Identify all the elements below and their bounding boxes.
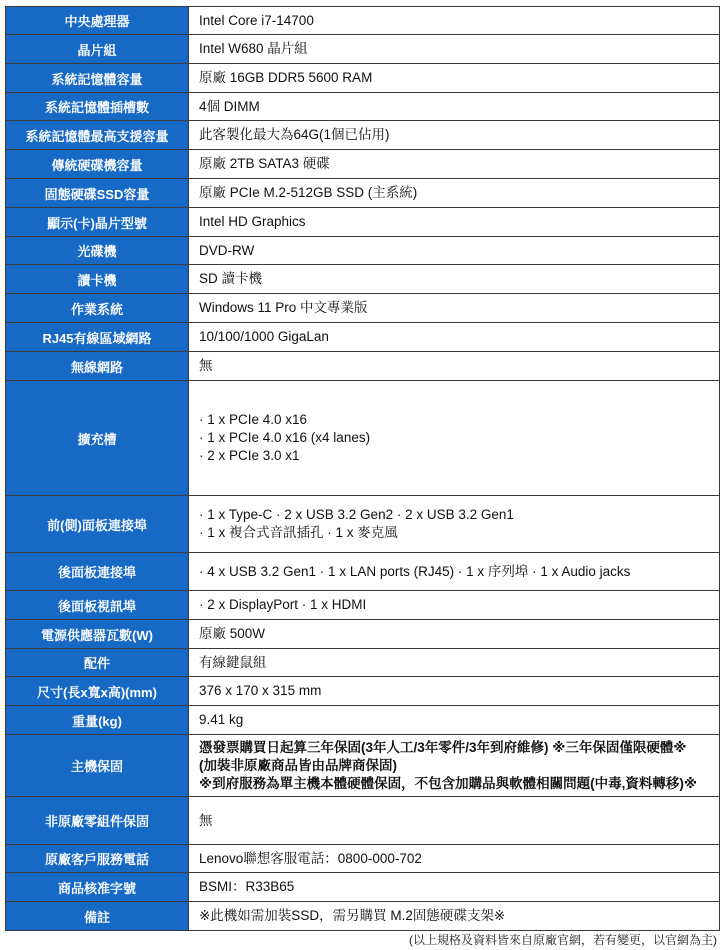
spec-label-chipset: 晶片組 bbox=[6, 35, 189, 63]
spec-footnote: (以上規格及資料皆來自原廠官網，若有變更，以官網為主) bbox=[409, 933, 717, 947]
spec-label-max-memory: 系統記憶體最高支援容量 bbox=[6, 121, 189, 149]
spec-label-front-ports: 前(側)面板連接埠 bbox=[6, 496, 189, 552]
spec-label-accessories: 配件 bbox=[6, 649, 189, 676]
spec-table bbox=[5, 6, 720, 931]
spec-label-service-phone: 原廠客戶服務電話 bbox=[6, 845, 189, 872]
spec-value-weight bbox=[189, 706, 719, 734]
spec-value-line: 10/100/1000 GigaLan bbox=[199, 329, 329, 344]
spec-value-wireless bbox=[189, 352, 719, 380]
spec-value-memory-capacity bbox=[189, 64, 719, 92]
spec-row-accessories bbox=[6, 649, 719, 677]
spec-value-line: 376 x 170 x 315 mm bbox=[199, 683, 322, 698]
spec-value-line: 原廠 500W bbox=[199, 626, 266, 641]
spec-row-wireless bbox=[6, 352, 719, 381]
spec-value-line: SD 讀卡機 bbox=[199, 271, 263, 286]
spec-row-card-reader bbox=[6, 265, 719, 294]
spec-label-remarks: 備註 bbox=[6, 902, 189, 930]
spec-label-psu: 電源供應器瓦數(W) bbox=[6, 620, 189, 648]
spec-value-front-ports bbox=[189, 496, 719, 552]
spec-row-lan bbox=[6, 323, 719, 352]
spec-value-line: Intel Core i7-14700 bbox=[199, 12, 314, 28]
spec-value-warranty bbox=[189, 735, 719, 796]
spec-label-hdd: 傳統硬碟機容量 bbox=[6, 150, 189, 178]
spec-row-weight bbox=[6, 706, 719, 735]
spec-value-memory-slots bbox=[189, 93, 719, 120]
spec-value-rear-video bbox=[189, 591, 719, 619]
spec-label-wireless: 無線網路 bbox=[6, 352, 189, 380]
spec-value-line: 原廠 16GB DDR5 5600 RAM bbox=[199, 70, 373, 85]
spec-value-max-memory bbox=[189, 121, 719, 149]
spec-row-memory-slots bbox=[6, 93, 719, 121]
spec-label-rear-ports: 後面板連接埠 bbox=[6, 553, 189, 590]
spec-value-graphics bbox=[189, 208, 719, 236]
spec-value-accessories bbox=[189, 649, 719, 676]
spec-row-optical-drive bbox=[6, 237, 719, 265]
spec-row-chipset bbox=[6, 35, 719, 64]
spec-value-line: 原廠 2TB SATA3 硬碟 bbox=[199, 156, 330, 171]
spec-label-optical-drive: 光碟機 bbox=[6, 237, 189, 264]
spec-value-line: Windows 11 Pro 中文專業版 bbox=[199, 300, 368, 315]
spec-value-cpu bbox=[189, 7, 719, 34]
spec-label-warranty: 主機保固 bbox=[6, 735, 189, 796]
spec-label-lan: RJ45有線區域網路 bbox=[6, 323, 189, 351]
spec-row-ssd bbox=[6, 179, 719, 208]
spec-value-line: 此客製化最大為64G(1個已佔用) bbox=[199, 127, 390, 142]
spec-value-os bbox=[189, 294, 719, 322]
spec-value-line: ※此機如需加裝SSD，需另購買 M.2固態硬碟支架※ bbox=[199, 908, 506, 923]
spec-value-line: 無 bbox=[199, 812, 213, 828]
spec-row-memory-capacity bbox=[6, 64, 719, 93]
spec-label-memory-slots: 系統記憶體插槽數 bbox=[6, 93, 189, 120]
spec-value-line: · 1 x PCIe 4.0 x16 bbox=[199, 412, 308, 427]
spec-value-line: · 1 x Type-C · 2 x USB 3.2 Gen2 · 2 x USB 3.2 Gen1 bbox=[199, 507, 514, 522]
spec-label-dimensions: 尺寸(長x寬x高)(mm) bbox=[6, 677, 189, 705]
spec-value-line: ※到府服務為單主機本體硬體保固，不包含加購品與軟體相關問題(中毒,資料轉移)※ bbox=[199, 775, 697, 791]
spec-row-expansion-slots bbox=[6, 381, 719, 496]
spec-row-front-ports bbox=[6, 496, 719, 553]
spec-value-ssd bbox=[189, 179, 719, 207]
spec-label-card-reader: 讀卡機 bbox=[6, 265, 189, 293]
spec-value-line: · 2 x DisplayPort · 1 x HDMI bbox=[199, 597, 367, 612]
spec-row-remarks bbox=[6, 902, 719, 931]
spec-row-rear-video bbox=[6, 591, 719, 620]
spec-value-line: DVD-RW bbox=[199, 242, 255, 258]
spec-value-card-reader bbox=[189, 265, 719, 293]
spec-row-dimensions bbox=[6, 677, 719, 706]
spec-value-rear-ports bbox=[189, 553, 719, 590]
spec-value-line: · 1 x PCIe 4.0 x16 (x4 lanes) bbox=[199, 430, 371, 445]
spec-label-cpu: 中央處理器 bbox=[6, 7, 189, 34]
spec-value-line: 有線鍵鼠組 bbox=[199, 654, 267, 670]
spec-value-lan bbox=[189, 323, 719, 351]
spec-value-line: 9.41 kg bbox=[199, 712, 244, 727]
spec-row-approval-number bbox=[6, 873, 719, 902]
spec-row-third-party-warranty bbox=[6, 797, 719, 845]
spec-value-remarks bbox=[189, 902, 719, 930]
spec-label-approval-number: 商品核准字號 bbox=[6, 873, 189, 901]
spec-value-line: (加裝非原廠商品皆由品牌商保固) bbox=[199, 757, 397, 773]
spec-value-line: · 1 x 複合式音訊插孔 · 1 x 麥克風 bbox=[199, 525, 398, 540]
spec-value-chipset bbox=[189, 35, 719, 63]
spec-row-cpu bbox=[6, 7, 719, 35]
spec-value-dimensions bbox=[189, 677, 719, 705]
spec-value-approval-number bbox=[189, 873, 719, 901]
spec-value-optical-drive bbox=[189, 237, 719, 264]
spec-value-line: · 4 x USB 3.2 Gen1 · 1 x LAN ports (RJ45) · 1 x 序列埠 · 1 x Audio jacks bbox=[199, 563, 631, 579]
spec-value-expansion-slots bbox=[189, 381, 719, 495]
spec-label-expansion-slots: 擴充槽 bbox=[6, 381, 189, 495]
spec-value-line: BSMI：R33B65 bbox=[199, 879, 295, 894]
spec-row-rear-ports bbox=[6, 553, 719, 591]
spec-label-ssd: 固態硬碟SSD容量 bbox=[6, 179, 189, 207]
spec-value-hdd bbox=[189, 150, 719, 178]
spec-row-graphics bbox=[6, 208, 719, 237]
spec-label-memory-capacity: 系統記憶體容量 bbox=[6, 64, 189, 92]
spec-row-hdd bbox=[6, 150, 719, 179]
spec-value-line: Intel W680 晶片組 bbox=[199, 41, 308, 56]
spec-label-third-party-warranty: 非原廠零組件保固 bbox=[6, 797, 189, 844]
spec-label-os: 作業系統 bbox=[6, 294, 189, 322]
spec-value-line: · 2 x PCIe 3.0 x1 bbox=[199, 448, 300, 463]
spec-row-os bbox=[6, 294, 719, 323]
spec-row-service-phone bbox=[6, 845, 719, 873]
spec-label-weight: 重量(kg) bbox=[6, 706, 189, 734]
spec-value-third-party-warranty bbox=[189, 797, 719, 844]
spec-value-line: 4個 DIMM bbox=[199, 98, 260, 114]
spec-value-line: Intel HD Graphics bbox=[199, 214, 306, 229]
spec-value-line: 憑發票購買日起算三年保固(3年人工/3年零件/3年到府維修) ※三年保固僅限硬體※ bbox=[199, 739, 687, 755]
spec-row-warranty bbox=[6, 735, 719, 797]
spec-value-service-phone bbox=[189, 845, 719, 872]
spec-value-psu bbox=[189, 620, 719, 648]
spec-row-psu bbox=[6, 620, 719, 649]
spec-value-line: 無 bbox=[199, 358, 213, 373]
spec-value-line: 原廠 PCIe M.2-512GB SSD (主系統) bbox=[199, 185, 418, 200]
spec-row-max-memory bbox=[6, 121, 719, 150]
spec-label-rear-video: 後面板視訊埠 bbox=[6, 591, 189, 619]
spec-value-line: Lenovo聯想客服電話：0800-000-702 bbox=[199, 850, 422, 866]
spec-label-graphics: 顯示(卡)晶片型號 bbox=[6, 208, 189, 236]
